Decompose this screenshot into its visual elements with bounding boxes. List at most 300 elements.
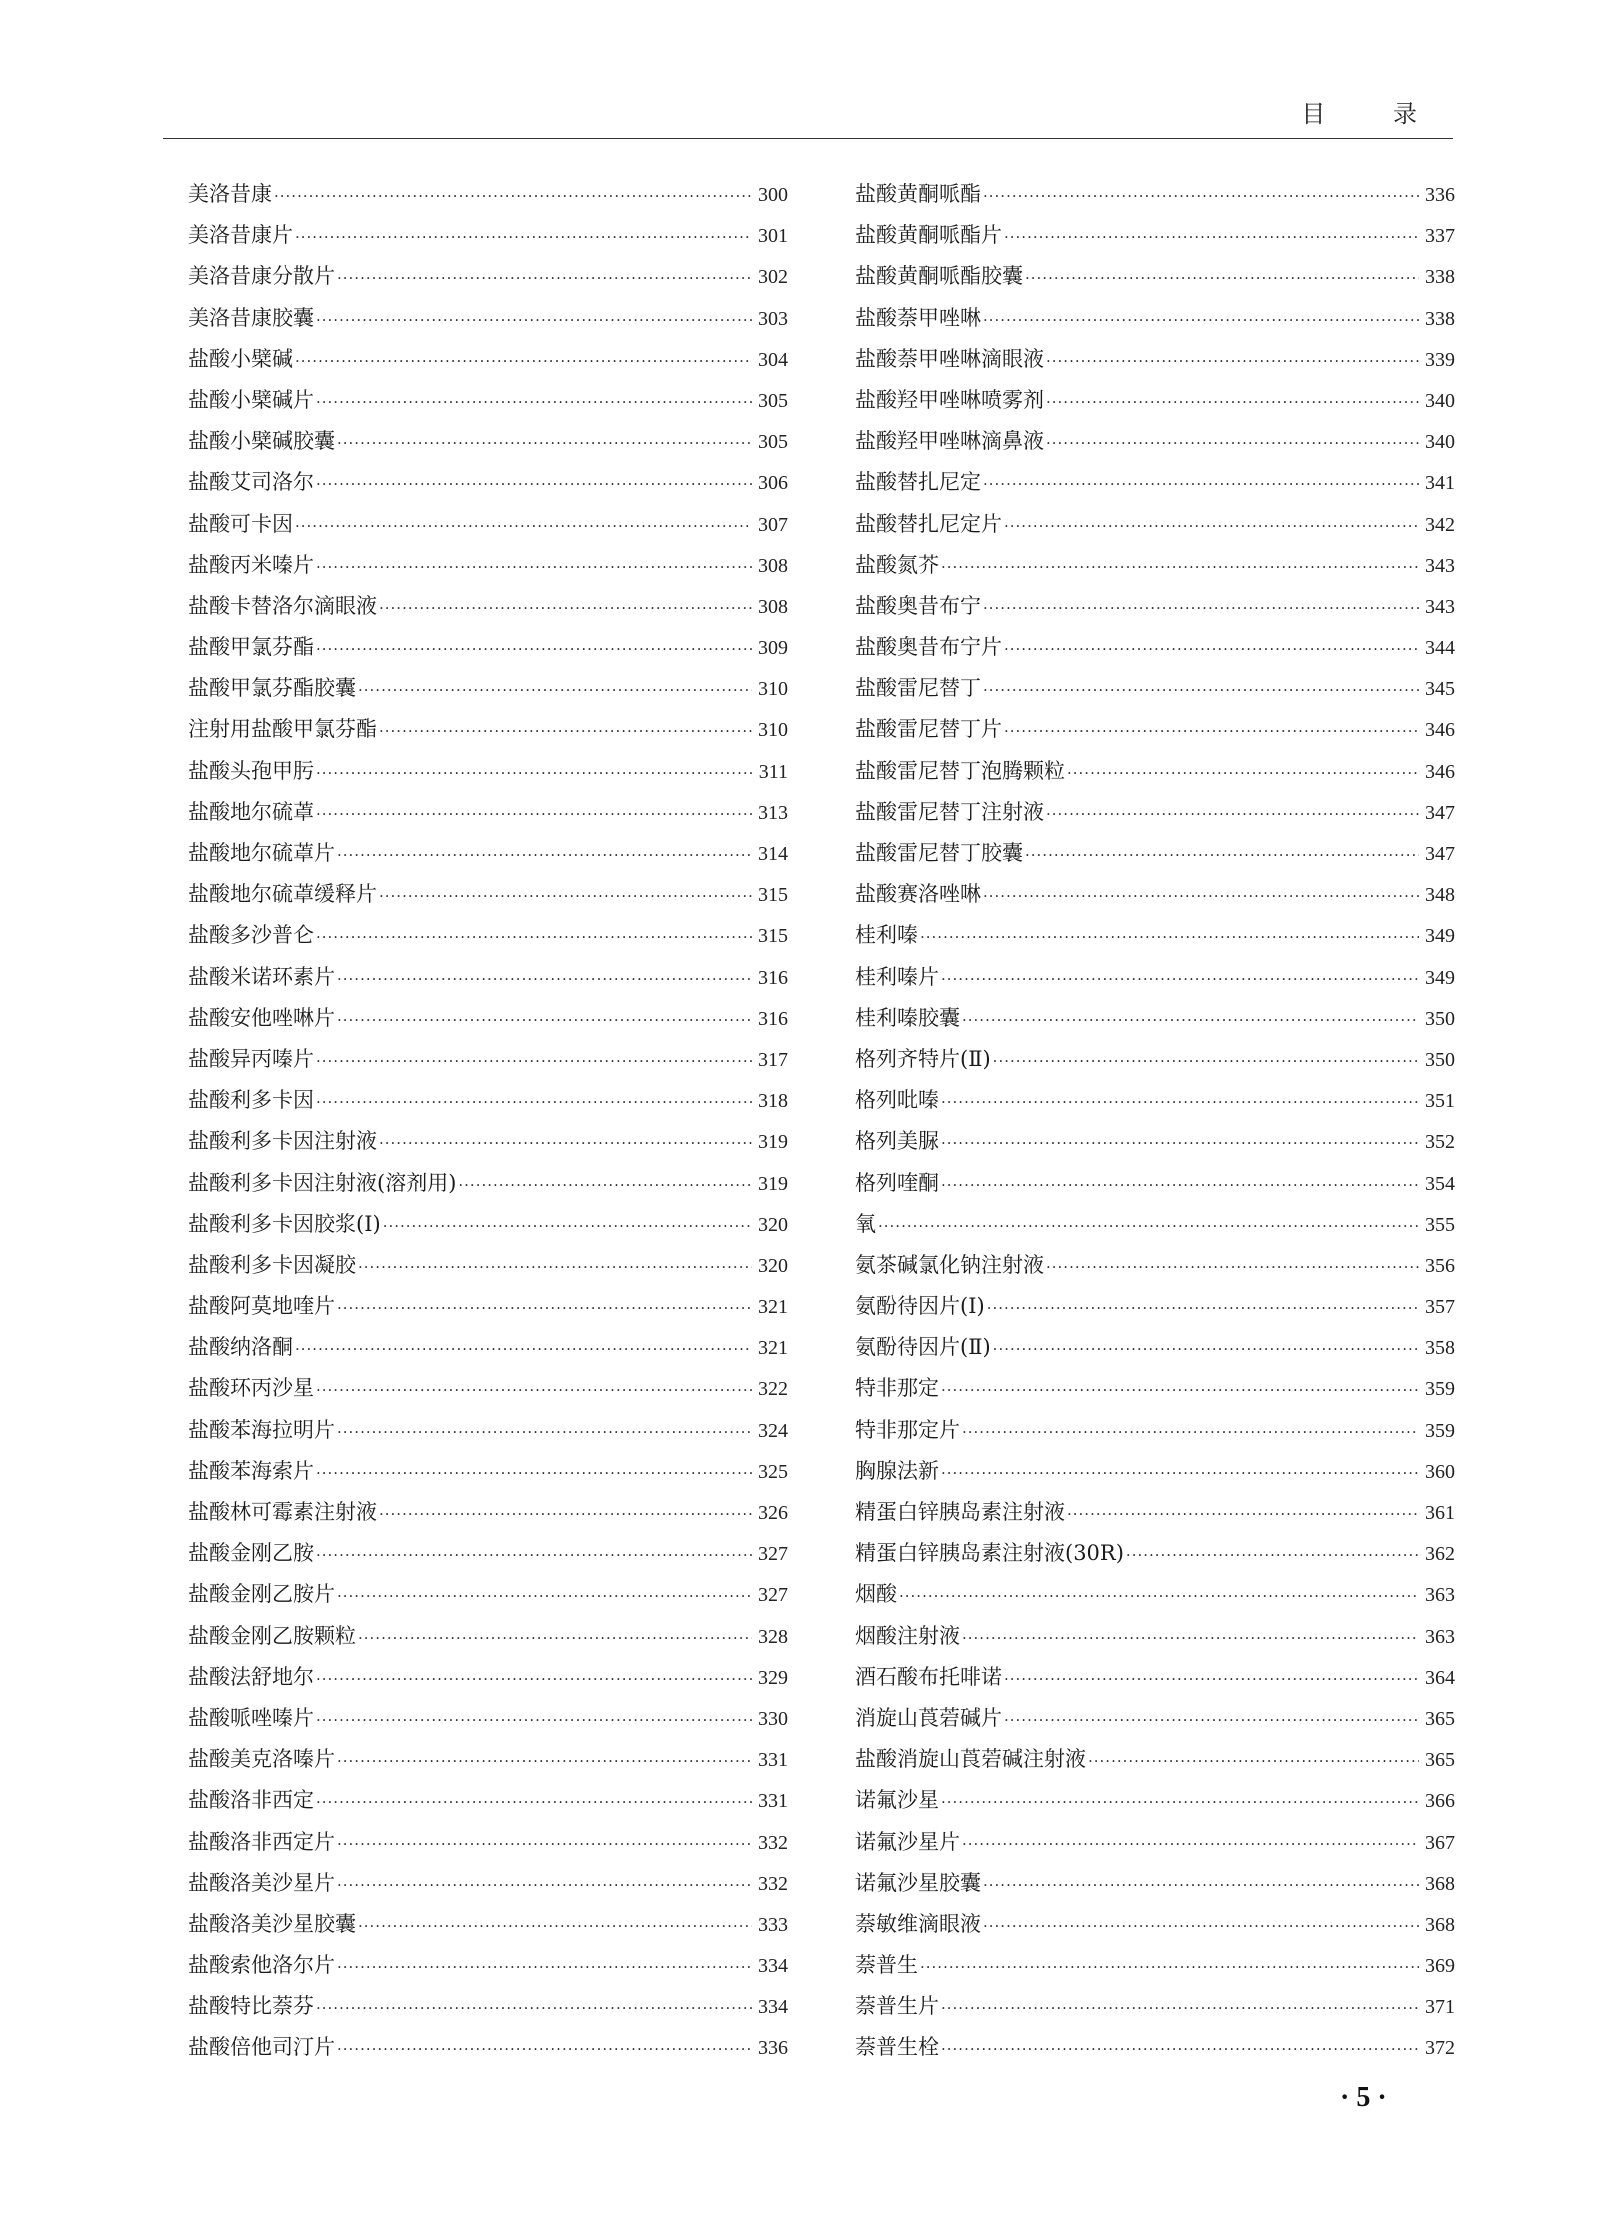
toc-column-left <box>188 174 788 2069</box>
dot-leader <box>316 1988 752 2029</box>
toc-entry-page: 317 <box>758 1048 788 1071</box>
toc-entry-title: 盐酸羟甲唑啉喷雾剂 <box>855 387 1044 412</box>
toc-entry[interactable] <box>855 1368 1455 1409</box>
dot-leader <box>337 1412 752 1453</box>
toc-entry[interactable] <box>855 545 1455 586</box>
toc-entry-title: 盐酸卡替洛尔滴眼液 <box>188 593 377 618</box>
toc-entry-title: 盐酸洛美沙星片 <box>188 1870 335 1895</box>
toc-entry[interactable] <box>188 462 788 503</box>
toc-entry-title: 萘普生栓 <box>855 2035 939 2060</box>
toc-entry[interactable] <box>188 915 788 956</box>
toc-entry-title: 盐酸林可霉素注射液 <box>188 1500 377 1524</box>
dot-leader <box>983 300 1419 341</box>
toc-entry-page: 324 <box>758 1419 788 1442</box>
toc-entry[interactable] <box>855 1121 1455 1162</box>
toc-entry-page: 368 <box>1425 1872 1455 1895</box>
dot-leader <box>983 176 1419 217</box>
toc-entry-page: 315 <box>758 884 788 907</box>
toc-entry-page: 331 <box>758 1749 788 1772</box>
toc-entry-title: 盐酸奥昔布宁片 <box>855 635 1002 660</box>
toc-entry-page: 371 <box>1425 1996 1455 2019</box>
toc-entry[interactable] <box>188 1986 788 2027</box>
toc-entry[interactable] <box>188 1368 788 1409</box>
toc-entry[interactable] <box>855 833 1455 874</box>
toc-entry[interactable] <box>855 1739 1455 1780</box>
toc-entry[interactable] <box>188 1574 788 1615</box>
dot-leader <box>316 464 752 505</box>
toc-entry-page: 363 <box>1425 1625 1455 1648</box>
toc-entry-title: 盐酸索他洛尔片 <box>188 1953 335 1978</box>
toc-entry-title: 盐酸多沙普仑 <box>188 923 314 948</box>
toc-entry-title: 盐酸洛非西定 <box>188 1788 314 1813</box>
toc-entry-title: 盐酸黄酮哌酯胶囊 <box>855 264 1023 289</box>
toc-entry[interactable] <box>855 751 1455 792</box>
dot-leader <box>983 1906 1419 1947</box>
toc-entry-page: 346 <box>1425 719 1455 742</box>
toc-entry[interactable] <box>855 421 1455 462</box>
toc-entry-title: 盐酸雷尼替丁注射液 <box>855 799 1044 824</box>
toc-entry-title: 盐酸利多卡因胶浆(Ⅰ) <box>188 1211 381 1236</box>
toc-entry-page: 305 <box>758 389 788 412</box>
header-title: 目 录 <box>1301 100 1447 128</box>
toc-entry[interactable] <box>188 1163 788 1204</box>
dot-leader <box>941 1123 1419 1164</box>
toc-entry[interactable] <box>855 1039 1455 1080</box>
toc-entry-title: 格列吡嗪 <box>855 1088 939 1113</box>
toc-entry-page: 369 <box>1425 1955 1455 1978</box>
toc-entry-title: 盐酸苯海拉明片 <box>188 1417 335 1442</box>
toc-entry[interactable] <box>188 545 788 586</box>
toc-entry[interactable] <box>855 1616 1455 1657</box>
toc-entry[interactable] <box>855 998 1455 1039</box>
toc-entry-title: 盐酸利多卡因凝胶 <box>188 1252 356 1277</box>
toc-entry[interactable] <box>855 1863 1455 1904</box>
toc-entry[interactable] <box>188 957 788 998</box>
dot-leader <box>941 2029 1419 2070</box>
toc-entry-page: 363 <box>1425 1584 1455 1607</box>
toc-entry-page: 349 <box>1425 966 1455 989</box>
toc-entry[interactable] <box>188 1616 788 1657</box>
dot-leader <box>337 1824 752 1865</box>
toc-entry-page: 327 <box>758 1543 788 1566</box>
toc-entry-title: 胸腺法新 <box>855 1458 939 1483</box>
toc-entry[interactable] <box>855 1574 1455 1615</box>
toc-entry-page: 316 <box>758 1007 788 1030</box>
toc-entry-title: 盐酸地尔硫䓬片 <box>188 841 335 865</box>
toc-entry[interactable] <box>855 2027 1455 2068</box>
dot-leader <box>337 258 752 299</box>
toc-entry[interactable] <box>188 1080 788 1121</box>
dot-leader <box>941 1782 1419 1823</box>
toc-entry[interactable] <box>855 1451 1455 1492</box>
toc-entry-title: 盐酸羟甲唑啉滴鼻液 <box>855 429 1044 454</box>
toc-entry[interactable] <box>855 1822 1455 1863</box>
toc-entry[interactable] <box>188 668 788 709</box>
toc-entry-page: 351 <box>1425 1090 1455 1113</box>
toc-entry-title: 盐酸甲氯芬酯 <box>188 635 314 660</box>
toc-entry-title: 氨茶碱氯化钠注射液 <box>855 1252 1044 1277</box>
toc-entry[interactable] <box>188 1945 788 1986</box>
dot-leader <box>941 959 1419 1000</box>
toc-entry-page: 347 <box>1425 843 1455 865</box>
toc-entry[interactable] <box>855 874 1455 915</box>
toc-entry-page: 337 <box>1425 225 1455 248</box>
toc-entry-page: 316 <box>758 966 788 989</box>
toc-entry-page: 321 <box>758 1296 788 1319</box>
toc-entry-title: 盐酸雷尼替丁 <box>855 676 981 701</box>
toc-entry[interactable] <box>188 998 788 1039</box>
toc-entry-title: 氨酚待因片(Ⅰ) <box>855 1294 985 1319</box>
dot-leader <box>1046 382 1419 423</box>
toc-entry[interactable] <box>188 174 788 215</box>
toc-entry-page: 336 <box>758 2037 788 2060</box>
dot-leader <box>1004 217 1419 258</box>
dot-leader <box>983 464 1419 505</box>
toc-entry[interactable] <box>188 709 788 750</box>
toc-entry-page: 300 <box>758 184 788 206</box>
toc-entry[interactable] <box>188 339 788 380</box>
dot-leader <box>383 1206 752 1247</box>
toc-entry-page: 321 <box>758 1337 788 1360</box>
dot-leader <box>993 1329 1419 1370</box>
toc-entry-page: 342 <box>1425 513 1455 536</box>
toc-entry-title: 盐酸环丙沙星 <box>188 1376 314 1401</box>
toc-entry[interactable] <box>188 1904 788 1945</box>
toc-entry-title: 盐酸小檗碱胶囊 <box>188 429 335 454</box>
toc-entry-title: 桂利嗪片 <box>855 964 939 989</box>
toc-entry-title: 盐酸小檗碱 <box>188 346 293 371</box>
toc-entry-title: 酒石酸布托啡诺 <box>855 1664 1002 1689</box>
dot-leader <box>941 1165 1419 1206</box>
toc-entry-page: 330 <box>758 1707 788 1730</box>
dot-leader <box>337 1741 752 1782</box>
dot-leader <box>1004 506 1419 547</box>
toc-entry-title: 美洛昔康 <box>188 182 272 206</box>
toc-entry[interactable] <box>855 915 1455 956</box>
toc-entry-page: 303 <box>758 307 788 330</box>
toc-entry-page: 318 <box>758 1090 788 1113</box>
dot-leader <box>316 1659 752 1700</box>
toc-entry[interactable] <box>855 1410 1455 1451</box>
toc-entry-title: 盐酸小檗碱片 <box>188 387 314 412</box>
toc-entry-title: 盐酸异丙嗪片 <box>188 1046 314 1071</box>
dot-leader <box>1126 1535 1419 1576</box>
toc-entry-title: 精蛋白锌胰岛素注射液 <box>855 1500 1065 1524</box>
toc-entry-page: 338 <box>1425 307 1455 330</box>
toc-entry[interactable] <box>855 709 1455 750</box>
toc-entry-page: 341 <box>1425 472 1455 495</box>
toc-entry-page: 352 <box>1425 1131 1455 1154</box>
toc-entry-title: 特非那定 <box>855 1376 939 1401</box>
toc-entry-title: 烟酸 <box>855 1582 897 1607</box>
toc-entry-title: 特非那定片 <box>855 1417 960 1442</box>
toc-entry[interactable] <box>855 668 1455 709</box>
toc-entry-page: 332 <box>758 1872 788 1895</box>
toc-entry-page: 368 <box>1425 1913 1455 1936</box>
dot-leader <box>1067 1494 1419 1535</box>
toc-entry[interactable] <box>855 339 1455 380</box>
dot-leader <box>316 1453 752 1494</box>
dot-leader <box>983 670 1419 711</box>
dot-leader <box>1004 711 1419 752</box>
toc-entry-title: 氧 <box>855 1211 876 1236</box>
toc-entry[interactable] <box>188 1739 788 1780</box>
toc-entry[interactable] <box>188 792 788 833</box>
toc-entry[interactable] <box>188 1657 788 1698</box>
toc-entry-page: 329 <box>758 1666 788 1689</box>
toc-entry[interactable] <box>188 833 788 874</box>
toc-entry[interactable] <box>855 504 1455 545</box>
page-header <box>163 88 1453 139</box>
dot-leader <box>337 835 752 876</box>
dot-leader <box>379 588 752 629</box>
dot-leader <box>295 1329 752 1370</box>
toc-entry-title: 萘敏维滴眼液 <box>855 1911 981 1936</box>
toc-entry[interactable] <box>855 1327 1455 1368</box>
dot-leader <box>987 1288 1419 1329</box>
toc-entry-title: 盐酸安他唑啉片 <box>188 1005 335 1030</box>
dot-leader <box>337 1576 752 1617</box>
dot-leader <box>379 1123 752 1164</box>
toc-entry-title: 盐酸黄酮哌酯 <box>855 182 981 206</box>
toc-entry-page: 305 <box>758 431 788 454</box>
toc-entry-page: 340 <box>1425 389 1455 412</box>
toc-entry-page: 362 <box>1425 1543 1455 1566</box>
toc-entry[interactable] <box>188 1410 788 1451</box>
toc-entry[interactable] <box>188 2027 788 2068</box>
dot-leader <box>962 1618 1419 1659</box>
toc-entry-page: 301 <box>758 225 788 248</box>
dot-leader <box>983 588 1419 629</box>
toc-entry[interactable] <box>855 627 1455 668</box>
toc-entry[interactable] <box>188 1451 788 1492</box>
toc-entry[interactable] <box>855 1945 1455 1986</box>
dot-leader <box>1004 1700 1419 1741</box>
toc-entry[interactable] <box>855 1163 1455 1204</box>
toc-entry-title: 盐酸雷尼替丁泡腾颗粒 <box>855 758 1065 783</box>
dot-leader <box>920 1947 1419 1988</box>
dot-leader <box>337 1000 752 1041</box>
toc-entry-page: 357 <box>1425 1296 1455 1319</box>
toc-entry[interactable] <box>188 1533 788 1574</box>
dot-leader <box>899 1576 1419 1617</box>
toc-entry[interactable] <box>188 586 788 627</box>
toc-entry[interactable] <box>855 957 1455 998</box>
dot-leader <box>358 670 752 711</box>
toc-entry-page: 336 <box>1425 184 1455 206</box>
toc-entry-title: 氨酚待因片(Ⅱ) <box>855 1335 991 1360</box>
toc-entry[interactable] <box>855 1492 1455 1533</box>
dot-leader <box>316 1041 752 1082</box>
dot-leader <box>316 794 752 835</box>
toc-entry[interactable] <box>188 298 788 339</box>
toc-entry-title: 盐酸金刚乙胺 <box>188 1541 314 1566</box>
toc-entry-page: 367 <box>1425 1831 1455 1854</box>
dot-leader <box>993 1041 1419 1082</box>
toc-entry[interactable] <box>188 627 788 668</box>
page-number: · 5 · <box>1340 2082 1387 2113</box>
toc-entry-page: 307 <box>758 513 788 536</box>
toc-entry-title: 精蛋白锌胰岛素注射液(30R) <box>855 1541 1124 1566</box>
toc-entry-page: 327 <box>758 1584 788 1607</box>
toc-entry-page: 326 <box>758 1502 788 1524</box>
dot-leader <box>295 217 752 258</box>
dot-leader <box>878 1206 1419 1247</box>
toc-entry[interactable] <box>188 874 788 915</box>
dot-leader <box>337 959 752 1000</box>
toc-entry-title: 盐酸金刚乙胺颗粒 <box>188 1623 356 1648</box>
toc-entry[interactable] <box>188 1780 788 1821</box>
toc-entry-page: 365 <box>1425 1707 1455 1730</box>
toc-entry-title: 盐酸替扎尼定片 <box>855 511 1002 536</box>
dot-leader <box>316 382 752 423</box>
toc-entry-title: 盐酸替扎尼定 <box>855 470 981 495</box>
toc-entry-page: 313 <box>758 801 788 824</box>
toc-entry-page: 350 <box>1425 1048 1455 1071</box>
dot-leader <box>983 1865 1419 1906</box>
toc-entry-page: 331 <box>758 1790 788 1813</box>
dot-leader <box>316 547 752 588</box>
toc-entry-page: 339 <box>1425 348 1455 371</box>
toc-entry-title: 盐酸法舒地尔 <box>188 1664 314 1689</box>
toc-entry-title: 美洛昔康胶囊 <box>188 305 314 330</box>
dot-leader <box>458 1165 752 1206</box>
dot-leader <box>295 506 752 547</box>
toc-entry-title: 烟酸注射液 <box>855 1623 960 1648</box>
dot-leader <box>1046 1247 1419 1288</box>
toc-entry[interactable] <box>188 1204 788 1245</box>
toc-entry-title: 格列喹酮 <box>855 1170 939 1195</box>
toc-entry-title: 盐酸纳洛酮 <box>188 1335 293 1360</box>
dot-leader <box>316 629 752 670</box>
toc-entry[interactable] <box>188 1698 788 1739</box>
toc-entry-title: 盐酸倍他司汀片 <box>188 2035 335 2060</box>
toc-entry-page: 349 <box>1425 925 1455 948</box>
toc-entry[interactable] <box>188 1822 788 1863</box>
toc-entry[interactable] <box>855 1986 1455 2027</box>
toc-entry-title: 桂利嗪胶囊 <box>855 1005 960 1030</box>
toc-entry-title: 盐酸阿莫地喹片 <box>188 1294 335 1319</box>
toc-entry[interactable] <box>188 256 788 297</box>
dot-leader <box>962 1824 1419 1865</box>
toc-entry-page: 345 <box>1425 678 1455 701</box>
toc-entry-title: 诺氟沙星 <box>855 1788 939 1813</box>
dot-leader <box>1046 341 1419 382</box>
toc-entry-page: 340 <box>1425 431 1455 454</box>
toc-entry-title: 美洛昔康分散片 <box>188 264 335 289</box>
dot-leader <box>274 176 752 217</box>
toc-entry[interactable] <box>188 1245 788 1286</box>
toc-entry-page: 333 <box>758 1913 788 1936</box>
dot-leader <box>1004 1659 1419 1700</box>
toc-entry-title: 格列美脲 <box>855 1129 939 1154</box>
toc-entry-title: 盐酸米诺环素片 <box>188 964 335 989</box>
toc-entry[interactable] <box>855 792 1455 833</box>
toc-entry[interactable] <box>855 1780 1455 1821</box>
toc-entry-page: 354 <box>1425 1172 1455 1195</box>
toc-entry[interactable] <box>855 298 1455 339</box>
toc-entry-title: 格列齐特片(Ⅱ) <box>855 1046 991 1071</box>
toc-entry[interactable] <box>188 215 788 256</box>
toc-entry[interactable] <box>855 1080 1455 1121</box>
toc-entry[interactable] <box>855 256 1455 297</box>
toc-entry-page: 359 <box>1425 1378 1455 1401</box>
toc-entry-page: 314 <box>758 843 788 865</box>
toc-entry-title: 萘普生 <box>855 1953 918 1978</box>
toc-entry-title: 盐酸洛非西定片 <box>188 1829 335 1854</box>
toc-entry[interactable] <box>188 751 788 792</box>
toc-entry-page: 328 <box>758 1625 788 1648</box>
toc-entry[interactable] <box>188 1121 788 1162</box>
toc-entry-page: 359 <box>1425 1419 1455 1442</box>
dot-leader <box>379 1494 752 1535</box>
toc-entry-title: 盐酸洛美沙星胶囊 <box>188 1911 356 1936</box>
toc-entry[interactable] <box>855 1204 1455 1245</box>
toc-entry[interactable] <box>188 1863 788 1904</box>
toc-entry-page: 346 <box>1425 760 1455 783</box>
dot-leader <box>316 1082 752 1123</box>
toc-entry[interactable] <box>188 1286 788 1327</box>
toc-entry-page: 332 <box>758 1831 788 1854</box>
toc-entry[interactable] <box>855 1698 1455 1739</box>
toc-entry-page: 343 <box>1425 595 1455 618</box>
toc-entry[interactable] <box>855 1904 1455 1945</box>
toc-entry-title: 盐酸特比萘芬 <box>188 1994 314 2019</box>
toc-entry[interactable] <box>855 174 1455 215</box>
toc-entry-page: 309 <box>758 637 788 660</box>
toc-entry[interactable] <box>855 1533 1455 1574</box>
toc-entry[interactable] <box>855 586 1455 627</box>
toc-entry[interactable] <box>188 421 788 462</box>
toc-entry[interactable] <box>855 1286 1455 1327</box>
dot-leader <box>316 917 752 958</box>
toc-entry-page: 308 <box>758 554 788 577</box>
toc-entry[interactable] <box>188 1492 788 1533</box>
toc-entry[interactable] <box>188 1327 788 1368</box>
dot-leader <box>941 1988 1419 2029</box>
toc-entry-title: 萘普生片 <box>855 1994 939 2019</box>
toc-entry[interactable] <box>188 504 788 545</box>
toc-entry-title: 盐酸氮芥 <box>855 552 939 577</box>
toc-entry-page: 315 <box>758 925 788 948</box>
dot-leader <box>337 1947 752 1988</box>
toc-entry[interactable] <box>188 1039 788 1080</box>
dot-leader <box>358 1906 752 1947</box>
toc-entry[interactable] <box>855 380 1455 421</box>
toc-entry-title: 盐酸利多卡因注射液(溶剂用) <box>188 1170 457 1195</box>
toc-entry-page: 344 <box>1425 637 1455 660</box>
dot-leader <box>358 1247 752 1288</box>
toc-entry-title: 盐酸黄酮哌酯片 <box>855 223 1002 248</box>
toc-entry-title: 桂利嗪 <box>855 923 918 948</box>
toc-entry-title: 盐酸利多卡因注射液 <box>188 1129 377 1154</box>
dot-leader <box>337 2029 752 2070</box>
toc-entry[interactable] <box>188 380 788 421</box>
toc-entry[interactable] <box>855 1657 1455 1698</box>
toc-entry-title: 诺氟沙星片 <box>855 1829 960 1854</box>
dot-leader <box>941 547 1419 588</box>
toc-entry-page: 310 <box>758 678 788 701</box>
toc-entry-title: 盐酸地尔硫䓬缓释片 <box>188 882 377 907</box>
toc-entry-title: 美洛昔康片 <box>188 223 293 248</box>
toc-entry[interactable] <box>855 1245 1455 1286</box>
toc-entry-page: 364 <box>1425 1666 1455 1689</box>
toc-entry[interactable] <box>855 462 1455 503</box>
toc-entry[interactable] <box>855 215 1455 256</box>
dot-leader <box>1025 258 1419 299</box>
dot-leader <box>358 1618 752 1659</box>
dot-leader <box>1004 629 1419 670</box>
